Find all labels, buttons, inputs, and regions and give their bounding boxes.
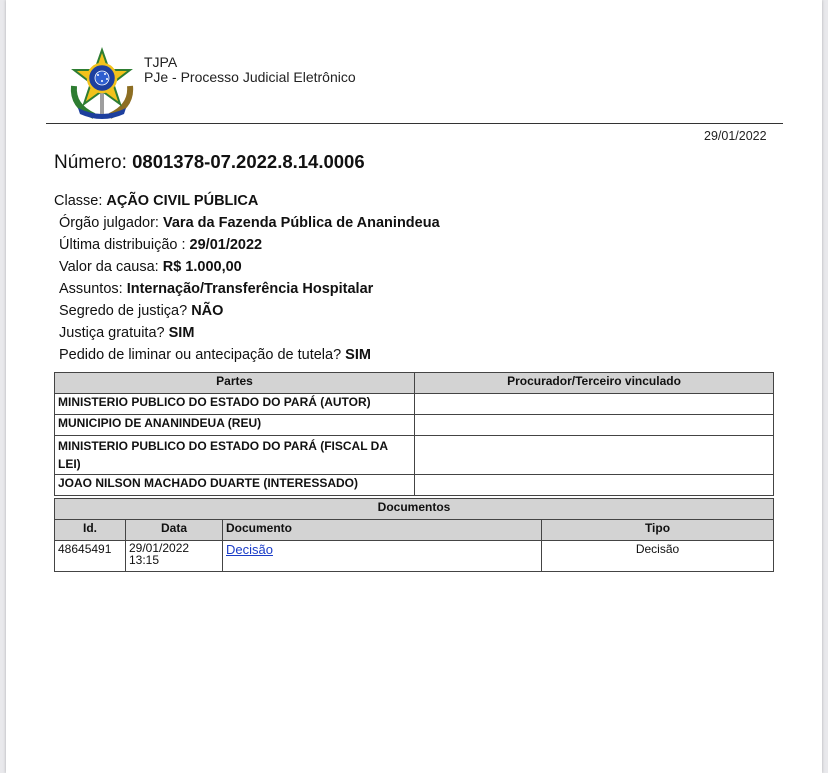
column-header-partes: Partes [55,373,415,394]
process-number-label: Número: [54,152,127,173]
field-value: Vara da Fazenda Pública de Ananindeua [162,215,440,231]
table-cell [415,436,774,475]
table-row [55,415,774,436]
header-text [144,55,356,85]
table-header-row [55,373,774,394]
table-cell: MINISTERIO PUBLICO DO ESTADO DO PARÁ (AUTOR) [55,394,415,415]
doc-date: 29/01/2022 [129,541,190,555]
table-cell [415,415,774,436]
field-label: Classe: [54,193,107,209]
table-row [55,541,774,572]
field-label: Pedido de liminar ou antecipação de tutela? [59,347,346,363]
table-cell [415,394,774,415]
brazil-coat-of-arms-icon [64,46,140,122]
column-header-data: Data [126,520,223,541]
column-header-documento: Documento [223,520,542,541]
documentos-title: Documentos [55,499,774,520]
table-cell [415,475,774,496]
doc-time: 13:15 [129,553,160,567]
column-header-procurador: Procurador/Terceiro vinculado [415,373,774,394]
field-label: Segredo de justiça? [59,303,192,319]
process-fields [54,190,440,366]
table-row [55,436,774,475]
field-justica-gratuita [54,322,440,344]
documentos-table [54,498,774,572]
table-cell-documento [223,541,542,572]
field-valor-causa [54,256,440,278]
table-cell-tipo: Decisão [542,541,774,572]
table-cell: MINISTERIO PUBLICO DO ESTADO DO PARÁ (FISCAL DA LEI) [55,436,415,475]
field-value: SIM [168,325,195,341]
table-row [55,475,774,496]
field-value: 29/01/2022 [189,237,263,253]
field-orgao-julgador [54,212,440,234]
field-classe [54,190,440,212]
field-value: AÇÃO CIVIL PÚBLICA [106,193,259,209]
header-divider [46,123,783,124]
field-label: Assuntos: [59,281,127,297]
table-cell: JOAO NILSON MACHADO DUARTE (INTERESSADO) [55,475,415,496]
system-name: PJe - Processo Judicial Eletrônico [144,69,356,85]
document-link[interactable]: Decisão [226,542,273,557]
org-name: TJPA [144,54,178,70]
field-value: SIM [345,347,371,363]
process-number-value: 0801378-07.2022.8.14.0006 [132,151,365,172]
process-number [54,151,365,174]
field-label: Última distribuição : [59,237,190,253]
field-pedido-liminar [54,344,440,366]
document-page [6,0,822,773]
field-label: Valor da causa: [59,259,163,275]
document-date: 29/01/2022 [704,129,767,143]
field-value: R$ 1.000,00 [162,259,242,275]
field-label: Justiça gratuita? [59,325,169,341]
partes-table [54,372,774,496]
field-segredo-justica [54,300,440,322]
table-cell-id: 48645491 [55,541,126,572]
column-header-tipo: Tipo [542,520,774,541]
table-cell-data [126,541,223,572]
table-cell: MUNICIPIO DE ANANINDEUA (REU) [55,415,415,436]
table-title-row [55,499,774,520]
field-value: NÃO [191,303,224,319]
field-value: Internação/Transferência Hospitalar [126,281,374,297]
field-label: Órgão julgador: [59,215,163,231]
table-header-row [55,520,774,541]
field-ultima-distribuicao [54,234,440,256]
column-header-id: Id. [55,520,126,541]
field-assuntos [54,278,440,300]
table-row [55,394,774,415]
